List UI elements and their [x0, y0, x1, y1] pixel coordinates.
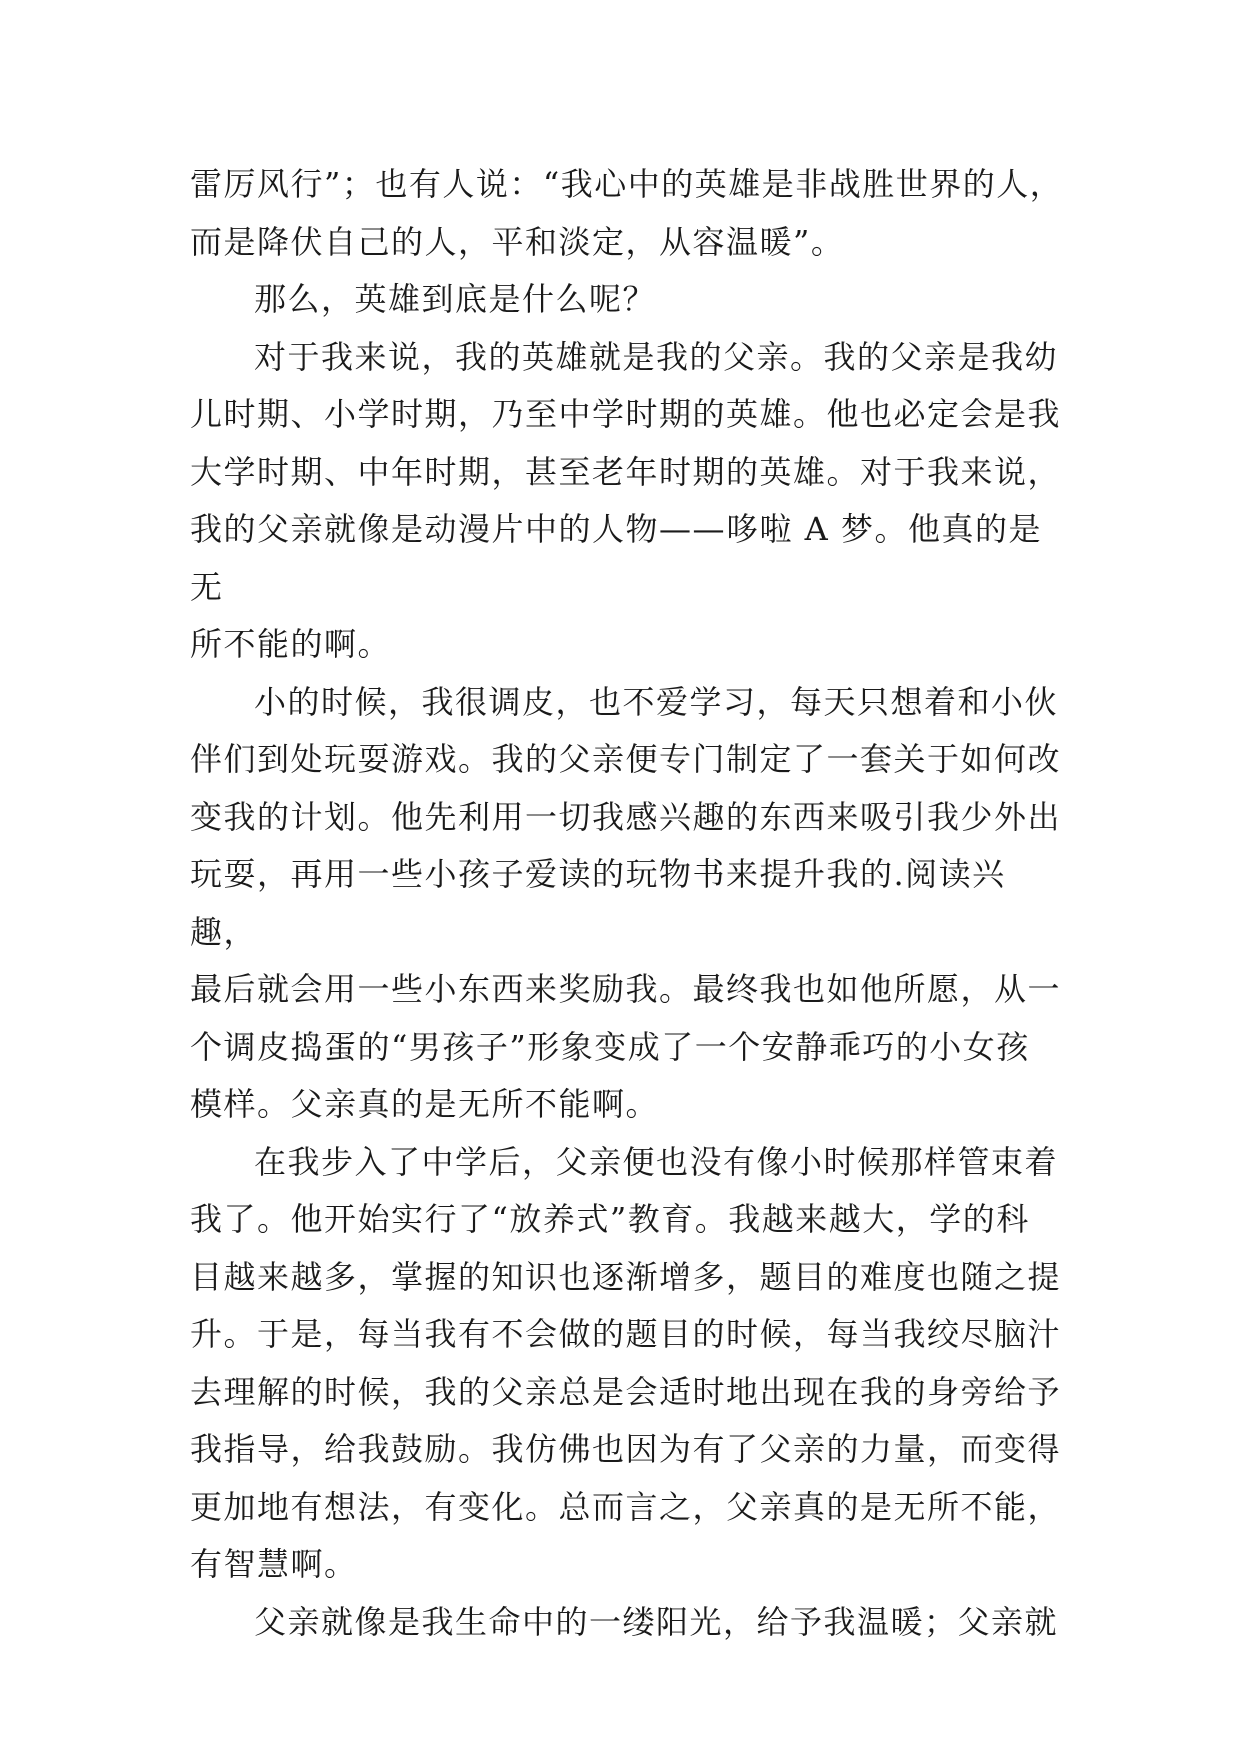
text-line: 所不能的啊。: [190, 625, 392, 663]
text-line: 有智慧啊。: [190, 1545, 358, 1583]
text-line: 我了。他开始实行了“放养式”教育。我越来越大，学的科: [190, 1200, 1030, 1238]
text-line: 对于我来说，我的英雄就是我的父亲。我的父亲是我幼: [254, 337, 1059, 376]
paragraph-4: [190, 674, 1070, 1134]
text-line: 目越来越多，掌握的知识也逐渐增多，题目的难度也随之提: [190, 1257, 1062, 1296]
text-line: 在我步入了中学后，父亲便也没有像小时候那样管束着: [254, 1142, 1059, 1181]
text-line: 儿时期、小学时期，乃至中学时期的英雄。他也必定会是我: [190, 395, 1062, 433]
paragraph-2: [190, 271, 1070, 329]
text-line: 模样。父亲真的是无所不能啊。: [190, 1085, 660, 1123]
text-line: 更加地有想法，有变化。总而言之，父亲真的是无所不能，: [190, 1487, 1062, 1526]
text-line: 玩耍，再用一些小孩子爱读的玩物书来提升我的.阅读兴趣，: [190, 855, 1006, 951]
text-line: 大学时期、中年时期，甚至老年时期的英雄。对于我来说，: [190, 452, 1062, 491]
text-line: 雷厉风行”；也有人说：“我心中的英雄是非战胜世界的人，: [190, 165, 1064, 203]
text-line: 我指导，给我鼓励。我仿佛也因为有了父亲的力量，而变得: [190, 1430, 1062, 1468]
text-line: 去理解的时候，我的父亲总是会适时地出现在我的身旁给予: [190, 1372, 1062, 1411]
text-line: 父亲就像是我生命中的一缕阳光，给予我温暖；父亲就: [254, 1602, 1059, 1641]
document-body: [190, 156, 1070, 1651]
paragraph-6: [190, 1594, 1070, 1652]
text-line: 我的父亲就像是动漫片中的人物——哆啦 A 梦。他真的是无: [190, 510, 1042, 606]
text-line: 最后就会用一些小东西来奖励我。最终我也如他所愿，从一: [190, 970, 1062, 1008]
paragraph-1: [190, 156, 1070, 271]
text-line: 升。于是，每当我有不会做的题目的时候，每当我绞尽脑汁: [190, 1315, 1062, 1353]
paragraph-5: [190, 1134, 1070, 1594]
text-line: 小的时候，我很调皮，也不爱学习，每天只想着和小伙: [254, 682, 1059, 721]
text-line: 变我的计划。他先利用一切我感兴趣的东西来吸引我少外出: [190, 797, 1062, 836]
text-line: 个调皮捣蛋的“男孩子”形象变成了一个安静乖巧的小女孩: [190, 1027, 1030, 1066]
paragraph-3: [190, 329, 1070, 674]
text-line: 伴们到处玩耍游戏。我的父亲便专门制定了一套关于如何改: [190, 740, 1062, 778]
text-line: 那么，英雄到底是什么呢？: [254, 280, 657, 318]
text-line: 而是降伏自己的人，平和淡定，从容温暖”。: [190, 222, 845, 261]
